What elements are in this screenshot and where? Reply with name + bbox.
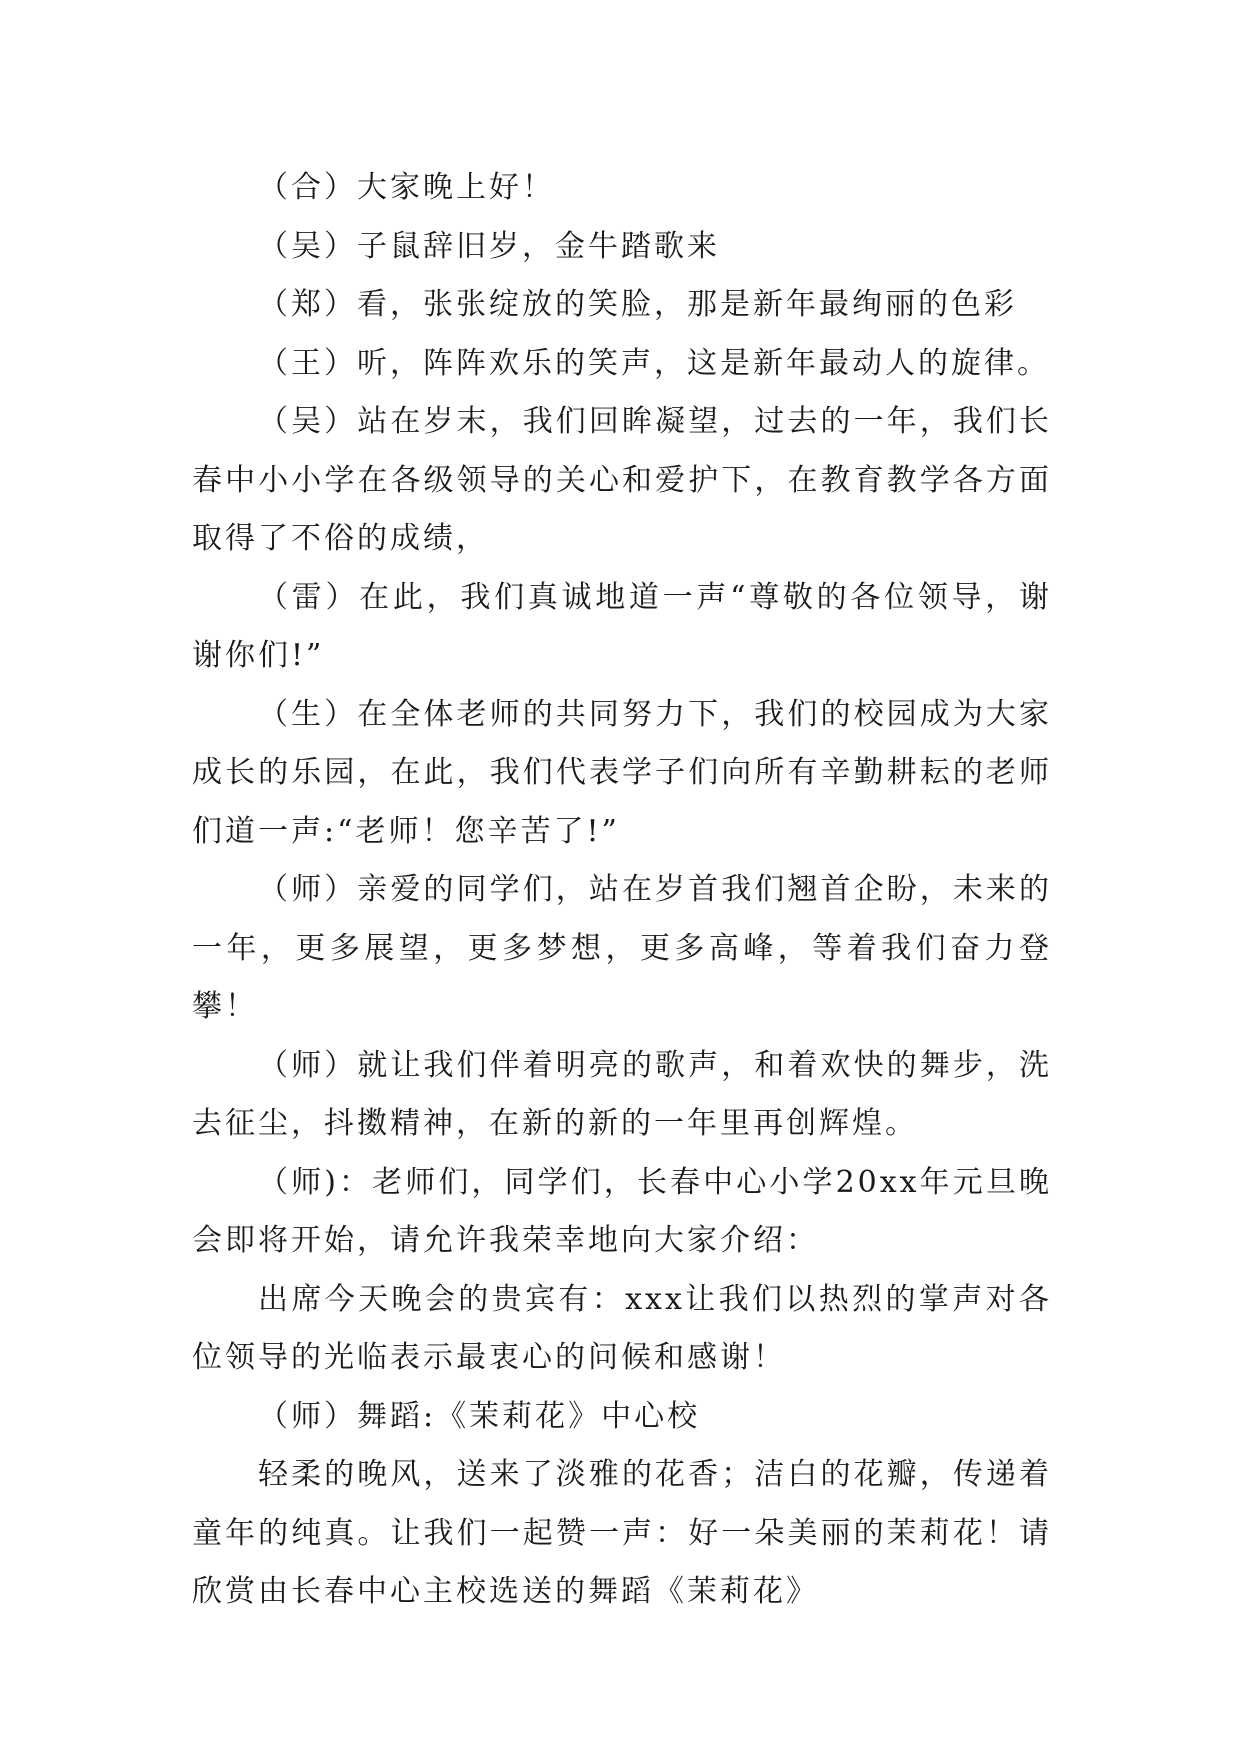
paragraph-dance-title: （师）舞蹈:《茉莉花》中心校 [258, 1398, 701, 1434]
paragraph-shi-3: （师)：老师们，同学们，长春中心小学20xx年元旦晚会即将开始，请允许我荣幸地向大家介绍： [192, 1164, 1052, 1258]
paragraph-shi-1: （师）亲爱的同学们，站在岁首我们翘首企盼，未来的一年，更多展望，更多梦想，更多高峰，等着我们奋力登攀！ [192, 872, 1052, 1024]
paragraph-wu-2: （吴）站在岁末，我们回眸凝望，过去的一年，我们长春中小小学在各级领导的关心和爱护下，在教育教学各方面取得了不俗的成绩， [192, 404, 1052, 556]
document-body [192, 159, 1052, 1622]
paragraph-sheng: （生）在全体老师的共同努力下，我们的校园成为大家成长的乐园，在此，我们代表学子们向所有辛勤耕耘的老师们道一声:“老师！您辛苦了!” [192, 696, 1052, 849]
paragraph-lei: （雷）在此，我们真诚地道一声“尊敬的各位领导，谢谢你们!” [192, 579, 1052, 673]
paragraph-wang: （王）听，阵阵欢乐的笑声，这是新年最动人的旋律。 [258, 345, 1050, 381]
paragraph-zheng: （郑）看，张张绽放的笑脸，那是新年最绚丽的色彩 [258, 287, 1017, 322]
paragraph-dance-intro: 轻柔的晚风，送来了淡雅的花香；洁白的花瓣，传递着童年的纯真。让我们一起赞一声：好一朵美丽的茉莉花！请欣赏由长春中心主校选送的舞蹈《茉莉花》 [192, 1457, 1052, 1609]
paragraph-wu-1: （吴）子鼠辞旧岁，金牛踏歌来 [258, 228, 720, 264]
paragraph-greeting: （合）大家晚上好！ [258, 170, 555, 205]
paragraph-shi-2: （师）就让我们伴着明亮的歌声，和着欢快的舞步，洗去征尘，抖擞精神，在新的新的一年里再创辉煌。 [192, 1047, 1052, 1141]
paragraph-guests: 出席今天晚会的贵宾有：xxx让我们以热烈的掌声对各位领导的光临表示最衷心的问候和感谢！ [192, 1281, 1052, 1375]
